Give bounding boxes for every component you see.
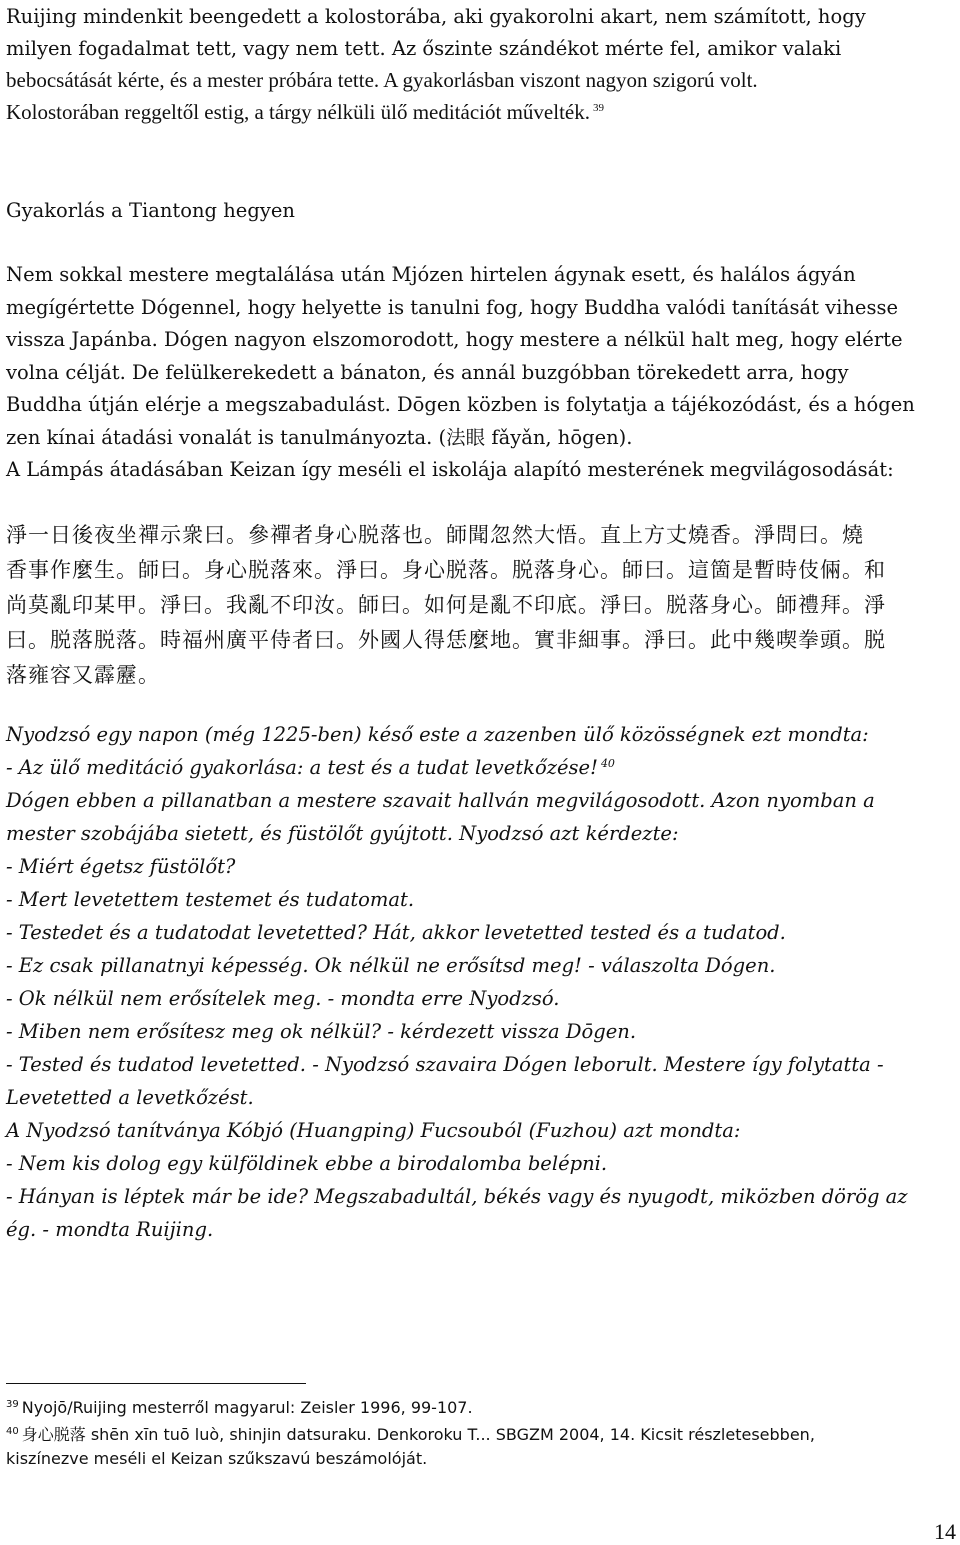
- chinese-text-line: 曰。脱落脱落。時福州廣平侍者曰。外國人得恁麼地。實非細事。淨曰。此中幾喫拳頭。脱: [6, 628, 886, 652]
- dialogue-line: Levetetted a levetkőzést.: [6, 1086, 254, 1109]
- dialogue-line: - Testedet és a tudatodat levetetted? Hát, akkor levetetted tested és a tudatod.: [6, 921, 786, 944]
- dialogue-line: A Nyodzsó tanítványa Kóbjó (Huangping) Fucsouból (Fuzhou) azt mondta:: [6, 1119, 741, 1142]
- footnote-ref-40[interactable]: 40: [600, 756, 615, 770]
- footnote-ref-39[interactable]: 39: [592, 102, 604, 114]
- body-line: vissza Japánba. Dógen nagyon elszomorodott, hogy mestere a nélkül halt meg, hogy elérte: [6, 328, 903, 351]
- dialogue-line: - Ok nélkül nem erősítelek meg. - mondta erre Nyodzsó.: [6, 987, 560, 1010]
- body-line: volna célját. De felülkerekedett a bánaton, és annál buzgóbban törekedett arra, hogy: [6, 361, 849, 384]
- footnote-number: 39: [6, 1398, 19, 1410]
- footnote-separator: [6, 1383, 306, 1384]
- dialogue-line: - Miben nem erősítesz meg ok nélkül? - kérdezett vissza Dōgen.: [6, 1020, 637, 1043]
- footnote-40: [6, 1422, 815, 1447]
- dialogue-line: - Tested és tudatod levetetted. - Nyodzsó szavaira Dógen leborult. Mestere így folytatta -: [6, 1053, 884, 1076]
- chinese-text-line: 尚莫亂印某甲。淨曰。我亂不印汝。師曰。如何是亂不印底。淨曰。脱落身心。師禮拜。淨: [6, 593, 886, 617]
- dialogue-line: - Ez csak pillanatnyi képesség. Ok nélkül ne erősítsd meg! - válaszolta Dógen.: [6, 954, 776, 977]
- dialogue-line: - Miért égetsz füstölőt?: [6, 855, 236, 878]
- footnote-text: Nyojō/Ruijing mesterről magyarul: Zeisler 1996, 99-107.: [21, 1398, 473, 1417]
- footnote-40-continuation: kiszínezve meséli el Keizan szűkszavú beszámolóját.: [6, 1449, 428, 1468]
- dialogue-line: Nyodzsó egy napon (még 1225-ben) késő este a zazenben ülő közösségnek ezt mondta:: [6, 723, 869, 746]
- body-line: Nem sokkal mestere megtalálása után Mjózen hirtelen ágynak esett, és halálos ágyán: [6, 263, 856, 286]
- intro-line-text: Kolostorában reggeltől estig, a tárgy nélküli ülő meditációt művelték.: [6, 100, 590, 124]
- chinese-text-line: 落雍容又霹靂。: [6, 663, 160, 687]
- dialogue-line: - Nem kis dolog egy külföldinek ebbe a birodalomba belépni.: [6, 1152, 608, 1175]
- footnote-text: 身心脱落 shēn xīn tuō luò, shinjin datsuraku. Denkoroku T... SBGZM 2004, 14. Kicsit részletesebben,: [21, 1425, 815, 1444]
- dialogue-line: mester szobájába sietett, és füstölőt gyújtott. Nyodzsó azt kérdezte:: [6, 822, 679, 845]
- dialogue-line-with-ref: [6, 751, 956, 784]
- dialogue-line: - Mert levetettem testemet és tudatomat.: [6, 888, 415, 911]
- intro-line: Ruijing mindenkit beengedett a kolostorába, aki gyakorolni akart, nem számított, hogy: [6, 5, 866, 28]
- body-line: A Lámpás átadásában Keizan így meséli el iskolája alapító mesterének megvilágosodását:: [6, 458, 894, 481]
- intro-line: bebocsátását kérte, és a mester próbára tette. A gyakorlásban viszont nagyon szigorú volt.: [6, 68, 758, 92]
- section-heading: Gyakorlás a Tiantong hegyen: [6, 199, 295, 222]
- chinese-text-line: 香事作麼生。師曰。身心脱落來。淨曰。身心脱落。脱落身心。師曰。這箇是暫時伎倆。和: [6, 558, 886, 582]
- intro-line-with-ref: [6, 96, 956, 129]
- page-number: 14: [934, 1519, 956, 1544]
- dialogue-line: Dógen ebben a pillanatban a mestere szavait hallván megvilágosodott. Azon nyomban a: [6, 789, 875, 812]
- dialogue-line-text: - Az ülő meditáció gyakorlása: a test és a tudat levetkőzése!: [6, 756, 598, 779]
- body-line: megígértette Dógennel, hogy helyette is tanulni fog, hogy Buddha valódi tanítását vihesse: [6, 296, 899, 319]
- dialogue-line: - Hányan is léptek már be ide? Megszabadultál, békés vagy és nyugodt, miközben dörög az: [6, 1185, 908, 1208]
- footnote-39: [6, 1395, 473, 1420]
- dialogue-line: ég. - mondta Ruijing.: [6, 1218, 214, 1241]
- footnote-number: 40: [6, 1425, 19, 1437]
- body-line: Buddha útján elérje a megszabadulást. Dōgen közben is folytatja a tájékozódást, és a hógen: [6, 393, 915, 416]
- body-line: zen kínai átadási vonalát is tanulmányozta. (法眼 fǎyǎn, hōgen).: [6, 426, 633, 449]
- intro-line: milyen fogadalmat tett, vagy nem tett. Az őszinte szándékot mérte fel, amikor valaki: [6, 37, 842, 60]
- chinese-text-line: 淨一日後夜坐禪示衆曰。參禪者身心脱落也。師聞忽然大悟。直上方丈燒香。淨問曰。燒: [6, 523, 864, 547]
